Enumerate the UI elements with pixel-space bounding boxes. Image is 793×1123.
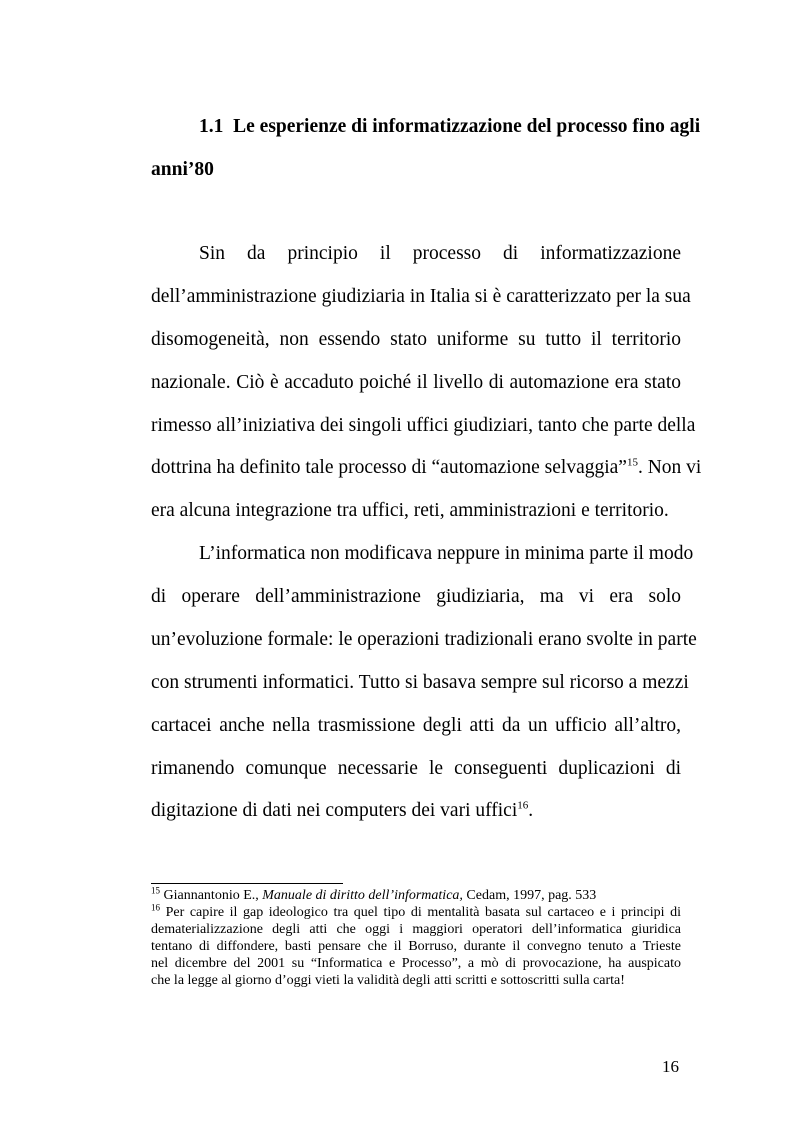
section-title-line-1: Le esperienze di informatizzazione del processo fino agli xyxy=(233,116,701,137)
body-text: dottrina ha definito tale processo di “automazione selvaggia” xyxy=(151,457,627,478)
footnote-author: Giannantonio E., xyxy=(163,888,259,903)
footnote-book-title: Manuale di diritto dell’informatica, xyxy=(262,888,463,903)
footnote-16-line xyxy=(151,902,681,921)
footnote-15 xyxy=(151,885,681,904)
page-number: 16 xyxy=(662,1057,679,1076)
body-line: rimanendo comunque necessarie le conseguenti duplicazioni di xyxy=(151,758,681,779)
body-line: con strumenti informatici. Tutto si basava sempre sul ricorso a mezzi xyxy=(151,672,689,693)
footnote-16-line: dematerializzazione degli atti che oggi i maggiori operatori dell’informatica giuridica xyxy=(151,922,681,937)
body-line: disomogeneità, non essendo stato uniforme su tutto il territorio xyxy=(151,329,681,350)
footnote-16-line: nel dicembre del 2001 su “Informatica e Processo”, a mò di provocazione, ha auspicato xyxy=(151,956,681,971)
body-line: cartacei anche nella trasmissione degli atti da un ufficio all’altro, xyxy=(151,715,681,736)
body-text: . Non vi xyxy=(637,457,702,478)
body-line: era alcuna integrazione tra uffici, reti, amministrazioni e territorio. xyxy=(151,500,669,521)
footnote-16-line: tentano di diffondere, basti pensare che il Borruso, durante il convegno tenuto a Trieste xyxy=(151,939,681,954)
body-line: dell’amministrazione giudiziaria in Italia si è caratterizzato per la sua xyxy=(151,286,691,307)
body-line: nazionale. Ciò è accaduto poiché il livello di automazione era stato xyxy=(151,372,681,393)
body-text: . xyxy=(528,800,534,821)
footnote-16-line: che la legge al giorno d’oggi vieti la validità degli atti scritti e sottoscritti sulla carta! xyxy=(151,973,625,988)
body-line xyxy=(151,799,681,823)
footnote-ref-16[interactable]: 16 xyxy=(517,799,529,812)
footnote-separator xyxy=(151,883,343,884)
body-line: rimesso all’iniziativa dei singoli uffici giudiziari, tanto che parte della xyxy=(151,415,696,436)
body-line: Sin da principio il processo di informatizzazione xyxy=(199,243,681,264)
section-number: 1.1 xyxy=(199,116,224,137)
footnote-text: Per capire il gap ideologico tra quel tipo di mentalità basata sul cartaceo e i principi di xyxy=(165,905,681,920)
body-line xyxy=(151,456,702,480)
section-heading xyxy=(151,116,701,138)
body-line: L’informatica non modificava neppure in minima parte il modo xyxy=(199,543,694,564)
footnote-ref-15[interactable]: 15 xyxy=(626,456,638,469)
footnote-mark: 16 xyxy=(151,902,160,913)
body-line: di operare dell’amministrazione giudiziaria, ma vi era solo xyxy=(151,586,681,607)
footnote-mark: 15 xyxy=(151,885,160,896)
footnote-publisher: Cedam, 1997, pag. 533 xyxy=(466,888,597,903)
body-text: digitazione di dati nei computers dei vari uffici xyxy=(151,800,518,821)
section-title-line-2: anni’80 xyxy=(151,159,214,180)
body-line: un’evoluzione formale: le operazioni tradizionali erano svolte in parte xyxy=(151,629,697,650)
